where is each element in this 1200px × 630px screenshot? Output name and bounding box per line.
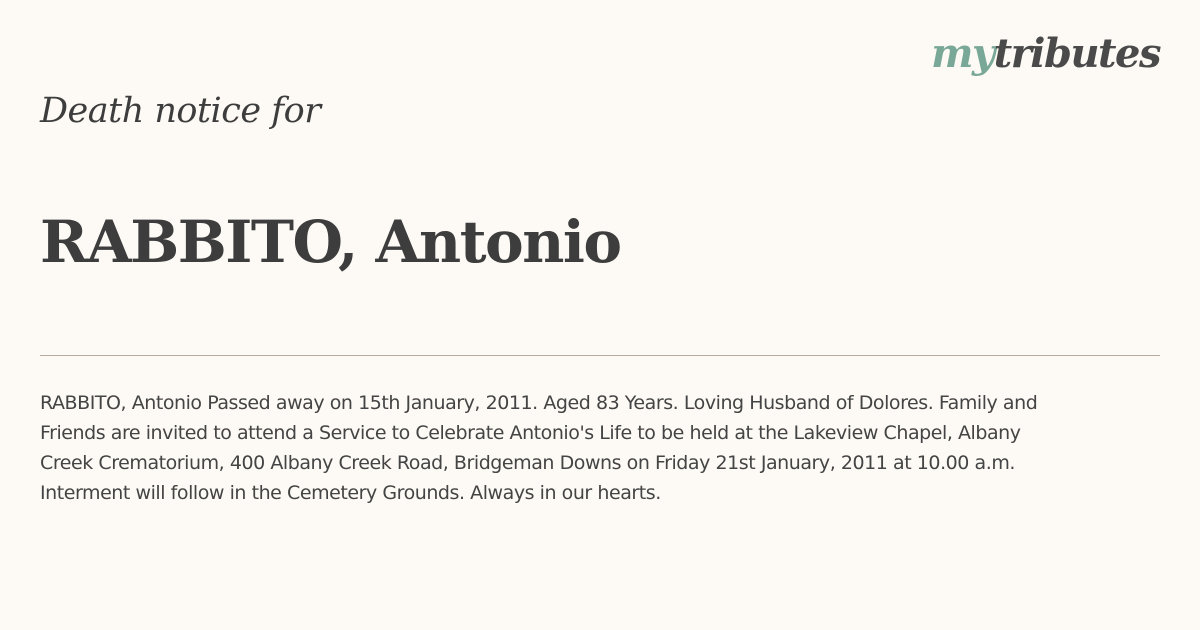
- deceased-name: RABBITO, Antonio: [40, 208, 621, 276]
- divider: [40, 355, 1160, 356]
- logo-tributes-text: tributes: [993, 30, 1160, 77]
- notice-type-label: Death notice for: [40, 91, 321, 131]
- logo-my-text: my: [931, 30, 994, 77]
- mytributes-logo[interactable]: [931, 30, 1160, 77]
- notice-body-text: RABBITO, Antonio Passed away on 15th January, 2011. Aged 83 Years. Loving Husband of Dolores. Family and Friends are invited to attend a Service to Celebrate Antonio's Life to be held at the Lakeview Chapel, Albany Creek Crematorium, 400 Albany Creek Road, Bridgeman Downs on Friday 21st January, 2011 at 10.00 a.m. Interment will follow in the Cemetery Grounds. Always in our hearts.: [40, 392, 1038, 504]
